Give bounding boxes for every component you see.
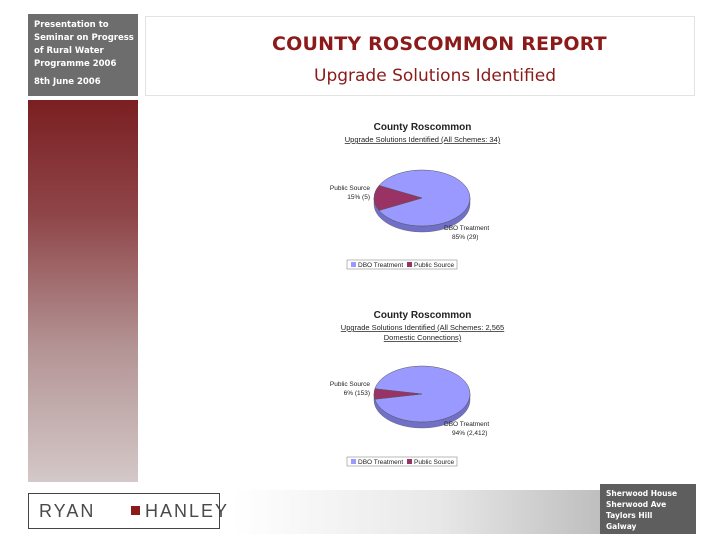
logo-right-text: HANLEY bbox=[145, 501, 230, 521]
chart-title: County Roscommon bbox=[373, 310, 472, 321]
chart-subtitle-line: Domestic Connections) bbox=[383, 333, 462, 342]
chart-panel-2 bbox=[300, 306, 545, 476]
legend-swatch-public-source bbox=[407, 262, 412, 267]
page-title: COUNTY ROSCOMMON REPORT bbox=[272, 33, 607, 55]
data-label-public-source: Public Source bbox=[329, 185, 370, 192]
data-label-public-source-value: 6% (153) bbox=[343, 390, 370, 397]
address-box bbox=[600, 484, 696, 534]
pie-chart-connections bbox=[300, 306, 545, 476]
address-line-1: Sherwood House bbox=[606, 489, 678, 498]
data-label-public-source-value: 15% (5) bbox=[347, 194, 370, 201]
address-line-2: Sherwood Ave bbox=[606, 500, 667, 509]
chart-subtitle-line: Upgrade Solutions Identified (All Schemes: 2,565 bbox=[340, 323, 505, 332]
presentation-line-2: Seminar on Progress bbox=[34, 33, 134, 43]
address-line-3: Taylors Hill bbox=[606, 511, 653, 520]
page-subtitle: Upgrade Solutions Identified bbox=[314, 66, 556, 86]
data-label-public-source: Public Source bbox=[329, 381, 370, 388]
chart-panel-1 bbox=[300, 118, 545, 280]
presentation-info-box bbox=[28, 14, 138, 96]
legend-label-dbo-treatment: DBO Treatment bbox=[358, 262, 404, 269]
legend-label-public-source: Public Source bbox=[414, 262, 455, 269]
data-label-dbo-treatment: DBO Treatment bbox=[444, 225, 490, 232]
ryan-hanley-logo bbox=[28, 493, 230, 529]
legend-swatch-dbo-treatment bbox=[351, 459, 356, 464]
legend-swatch-public-source bbox=[407, 459, 412, 464]
presentation-line-1: Presentation to bbox=[34, 20, 109, 30]
logo-left-text: RYAN bbox=[39, 501, 96, 521]
legend-label-public-source: Public Source bbox=[414, 459, 455, 466]
presentation-line-3: of Rural Water bbox=[34, 46, 104, 56]
pie-chart-schemes bbox=[300, 118, 545, 280]
logo-square-icon bbox=[131, 506, 140, 515]
data-label-dbo-treatment-value: 94% (2,412) bbox=[452, 430, 488, 437]
footer-gradient-bar bbox=[233, 490, 606, 534]
legend-swatch-dbo-treatment bbox=[351, 262, 356, 267]
data-label-dbo-treatment-value: 85% (29) bbox=[452, 234, 479, 241]
address-line-4: Galway bbox=[606, 522, 637, 531]
presentation-line-4: Programme 2006 bbox=[34, 59, 117, 69]
legend-label-dbo-treatment: DBO Treatment bbox=[358, 459, 404, 466]
chart-subtitle-line: Upgrade Solutions Identified (All Schemes: 34) bbox=[344, 135, 501, 144]
presentation-date: 8th June 2006 bbox=[34, 77, 101, 87]
left-decorative-band bbox=[28, 100, 138, 482]
data-label-dbo-treatment: DBO Treatment bbox=[444, 421, 490, 428]
chart-title: County Roscommon bbox=[373, 122, 472, 133]
